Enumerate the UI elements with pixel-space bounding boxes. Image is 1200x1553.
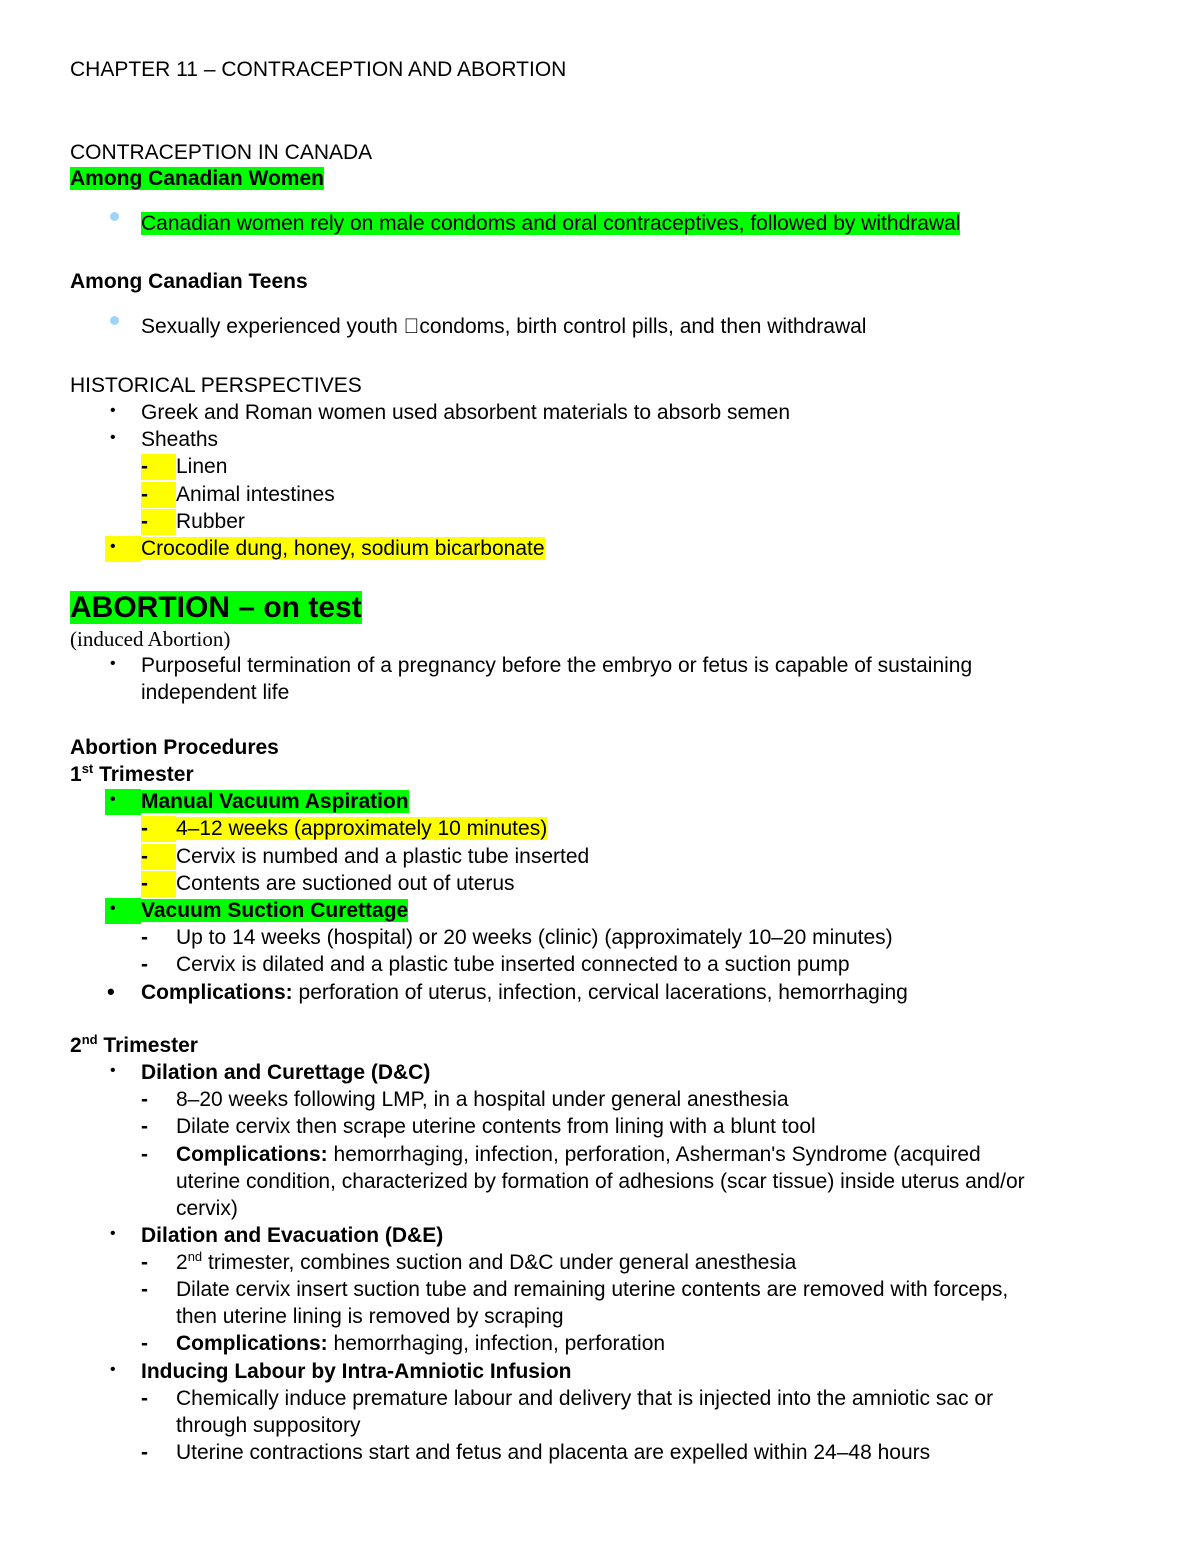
historical-item: Crocodile dung, honey, sodium bicarbonate [141,537,545,560]
dash-icon: - [141,1441,148,1464]
bullet-icon: • [110,1062,116,1079]
dash-icon: - [141,1088,148,1111]
dash-icon: - [141,926,148,949]
mva-item: Cervix is numbed and a plastic tube inserted [176,845,590,868]
bullet-icon: • [107,979,115,1004]
de-title: Dilation and Evacuation (D&E) [141,1224,444,1247]
bullet-icon: • [110,402,116,419]
dash-icon: - [141,509,176,535]
dash-icon: - [141,454,176,480]
dc-complications-line2: uterine condition, characterized by formation of adhesions (scar tissue) inside uterus and/or [176,1170,1025,1193]
de-complications: Complications: hemorrhaging, infection, perforation [176,1332,666,1355]
women-item: Canadian women rely on male condoms and oral contraceptives, followed by withdrawal [141,212,961,235]
il-title: Inducing Labour by Intra-Amniotic Infusion [141,1360,572,1383]
il-item-line2: through suppository [176,1414,361,1437]
bullet-icon: • [110,655,116,672]
chapter-title: CHAPTER 11 – CONTRACEPTION AND ABORTION [70,58,567,81]
vsc-title: Vacuum Suction Curettage [141,899,409,922]
abortion-definition-line2: independent life [141,681,290,704]
historical-item: Sheaths [141,428,219,451]
vsc-item: Cervix is dilated and a plastic tube inserted connected to a suction pump [176,953,850,976]
sheath-item: Animal intestines [176,483,335,506]
bullet-icon: • [110,791,116,808]
mva-item: Contents are suctioned out of uterus [176,872,515,895]
sheath-item: Rubber [176,510,245,533]
second-trimester-heading: 2nd Trimester [70,1032,198,1057]
abortion-subtitle: (induced Abortion) [70,627,231,651]
dash-icon: - [141,482,176,508]
blue-bullet-icon [110,316,119,325]
mva-item: 4–12 weeks (approximately 10 minutes) [176,817,548,840]
contraception-heading: CONTRACEPTION IN CANADA [70,141,373,164]
sheath-item: Linen [176,455,228,478]
dash-icon: - [141,1332,148,1355]
teens-item: Sexually experienced youth condoms, birth control pills, and then withdrawal [141,315,851,338]
dash-icon: - [141,1115,148,1138]
dc-complications-line3: cervix) [176,1197,238,1220]
bullet-icon: • [110,900,116,917]
historical-heading: HISTORICAL PERSPECTIVES [70,374,362,397]
dash-icon: - [141,1278,148,1301]
women-heading: Among Canadian Women [70,167,324,190]
de-item: 2nd trimester, combines suction and D&C under general anesthesia [176,1249,797,1274]
historical-item: Greek and Roman women used absorbent materials to absorb semen [141,401,791,424]
first-trimester-heading: 1st Trimester [70,761,194,786]
dash-icon: - [141,844,176,870]
dash-icon: - [141,953,148,976]
dash-icon: - [141,1143,148,1166]
dc-item: Dilate cervix then scrape uterine contents from lining with a blunt tool [176,1115,816,1138]
dc-title: Dilation and Curettage (D&C) [141,1061,431,1084]
bullet-icon: • [110,1225,116,1242]
dash-icon: - [141,816,176,842]
abortion-heading: ABORTION – on test [70,591,362,624]
dc-complications-line1: Complications: hemorrhaging, infection, perforation, Asherman's Syndrome (acquired [176,1143,981,1166]
procedures-heading: Abortion Procedures [70,736,279,759]
dc-item: 8–20 weeks following LMP, in a hospital under general anesthesia [176,1088,789,1111]
abortion-definition-line1: Purposeful termination of a pregnancy before the embryo or fetus is capable of sustaining [141,654,973,677]
il-item-line1: Chemically induce premature labour and delivery that is injected into the amniotic sac or [176,1387,994,1410]
bullet-icon: • [110,538,116,555]
vsc-item: Up to 14 weeks (hospital) or 20 weeks (clinic) (approximately 10–20 minutes) [176,926,893,949]
complications-1: Complications: perforation of uterus, infection, cervical lacerations, hemorrhaging [141,981,908,1004]
dash-icon: - [141,1251,148,1274]
teens-heading: Among Canadian Teens [70,270,308,293]
bullet-icon: • [110,1361,116,1378]
blue-bullet-icon [110,212,119,221]
mva-title: Manual Vacuum Aspiration [141,790,409,813]
bullet-icon: • [110,429,116,446]
dash-icon: - [141,1387,148,1410]
dash-icon: - [141,871,176,897]
de-item-line1: Dilate cervix insert suction tube and remaining uterine contents are removed with forceps, [176,1278,1009,1301]
il-item: Uterine contractions start and fetus and placenta are expelled within 24–48 hours [176,1441,931,1464]
de-item-line2: then uterine lining is removed by scraping [176,1305,564,1328]
